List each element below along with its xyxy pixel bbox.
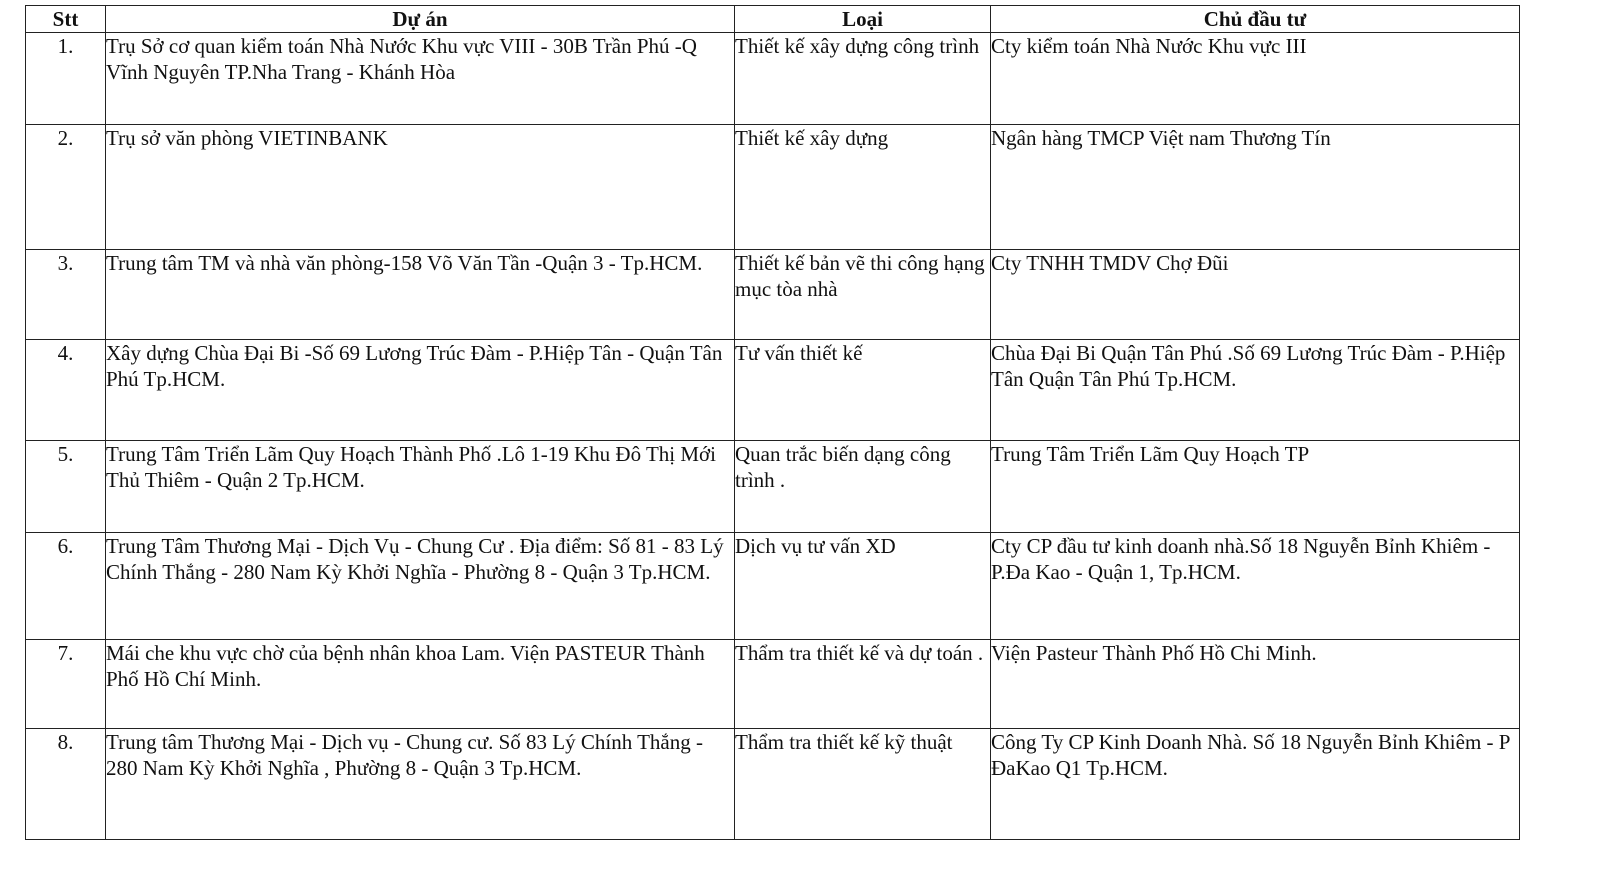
row-owner: Cty kiểm toán Nhà Nước Khu vực III [991, 33, 1520, 125]
table-header-row [26, 6, 1520, 33]
table-row [26, 33, 1520, 125]
row-type: Quan trắc biến dạng công trình . [735, 441, 991, 533]
row-project: Trung tâm Thương Mại - Dịch vụ - Chung cư. Số 83 Lý Chính Thắng - 280 Nam Kỳ Khởi Nghĩa , Phường 8 - Quận 3 Tp.HCM. [106, 729, 735, 840]
row-type: Dịch vụ tư vấn XD [735, 533, 991, 640]
header-stt: Stt [26, 6, 106, 33]
projects-table [25, 5, 1520, 840]
row-type: Thiết kế bản vẽ thi công hạng mục tòa nhà [735, 250, 991, 340]
row-stt: 1. [26, 33, 106, 125]
row-owner: Công Ty CP Kinh Doanh Nhà. Số 18 Nguyễn Bỉnh Khiêm - P ĐaKao Q1 Tp.HCM. [991, 729, 1520, 840]
row-project: Trụ sở văn phòng VIETINBANK [106, 125, 735, 250]
row-owner: Ngân hàng TMCP Việt nam Thương Tín [991, 125, 1520, 250]
table-row [26, 441, 1520, 533]
row-stt: 5. [26, 441, 106, 533]
row-project: Trung Tâm Thương Mại - Dịch Vụ - Chung Cư . Địa điểm: Số 81 - 83 Lý Chính Thắng - 280 Nam Kỳ Khởi Nghĩa - Phường 8 - Quận 3 Tp.HCM. [106, 533, 735, 640]
row-stt: 4. [26, 340, 106, 441]
row-owner: Trung Tâm Triển Lãm Quy Hoạch TP [991, 441, 1520, 533]
row-owner: Cty TNHH TMDV Chợ Đũi [991, 250, 1520, 340]
table-row [26, 125, 1520, 250]
table-row [26, 533, 1520, 640]
row-stt: 2. [26, 125, 106, 250]
row-stt: 3. [26, 250, 106, 340]
row-stt: 6. [26, 533, 106, 640]
row-project: Trung Tâm Triển Lãm Quy Hoạch Thành Phố .Lô 1-19 Khu Đô Thị Mới Thủ Thiêm - Quận 2 Tp.HCM. [106, 441, 735, 533]
header-project: Dự án [106, 6, 735, 33]
table-row [26, 340, 1520, 441]
row-project: Mái che khu vực chờ của bệnh nhân khoa Lam. Viện PASTEUR Thành Phố Hồ Chí Minh. [106, 640, 735, 729]
row-owner: Cty CP đầu tư kinh doanh nhà.Số 18 Nguyễn Bỉnh Khiêm - P.Đa Kao - Quận 1, Tp.HCM. [991, 533, 1520, 640]
row-project: Trung tâm TM và nhà văn phòng-158 Võ Văn Tần -Quận 3 - Tp.HCM. [106, 250, 735, 340]
header-type: Loại [735, 6, 991, 33]
row-type: Thẩm tra thiết kế và dự toán . [735, 640, 991, 729]
table-row [26, 729, 1520, 840]
row-type: Thiết kế xây dựng công trình [735, 33, 991, 125]
row-type: Thiết kế xây dựng [735, 125, 991, 250]
table-row [26, 250, 1520, 340]
table-row [26, 640, 1520, 729]
row-type: Thẩm tra thiết kế kỹ thuật [735, 729, 991, 840]
row-owner: Chùa Đại Bi Quận Tân Phú .Số 69 Lương Trúc Đàm - P.Hiệp Tân Quận Tân Phú Tp.HCM. [991, 340, 1520, 441]
row-stt: 7. [26, 640, 106, 729]
row-type: Tư vấn thiết kế [735, 340, 991, 441]
row-owner: Viện Pasteur Thành Phố Hồ Chi Minh. [991, 640, 1520, 729]
row-project: Trụ Sở cơ quan kiểm toán Nhà Nước Khu vực VIII - 30B Trần Phú -Q Vĩnh Nguyên TP.Nha Trang - Khánh Hòa [106, 33, 735, 125]
row-project: Xây dựng Chùa Đại Bi -Số 69 Lương Trúc Đàm - P.Hiệp Tân - Quận Tân Phú Tp.HCM. [106, 340, 735, 441]
header-owner: Chủ đầu tư [991, 6, 1520, 33]
row-stt: 8. [26, 729, 106, 840]
